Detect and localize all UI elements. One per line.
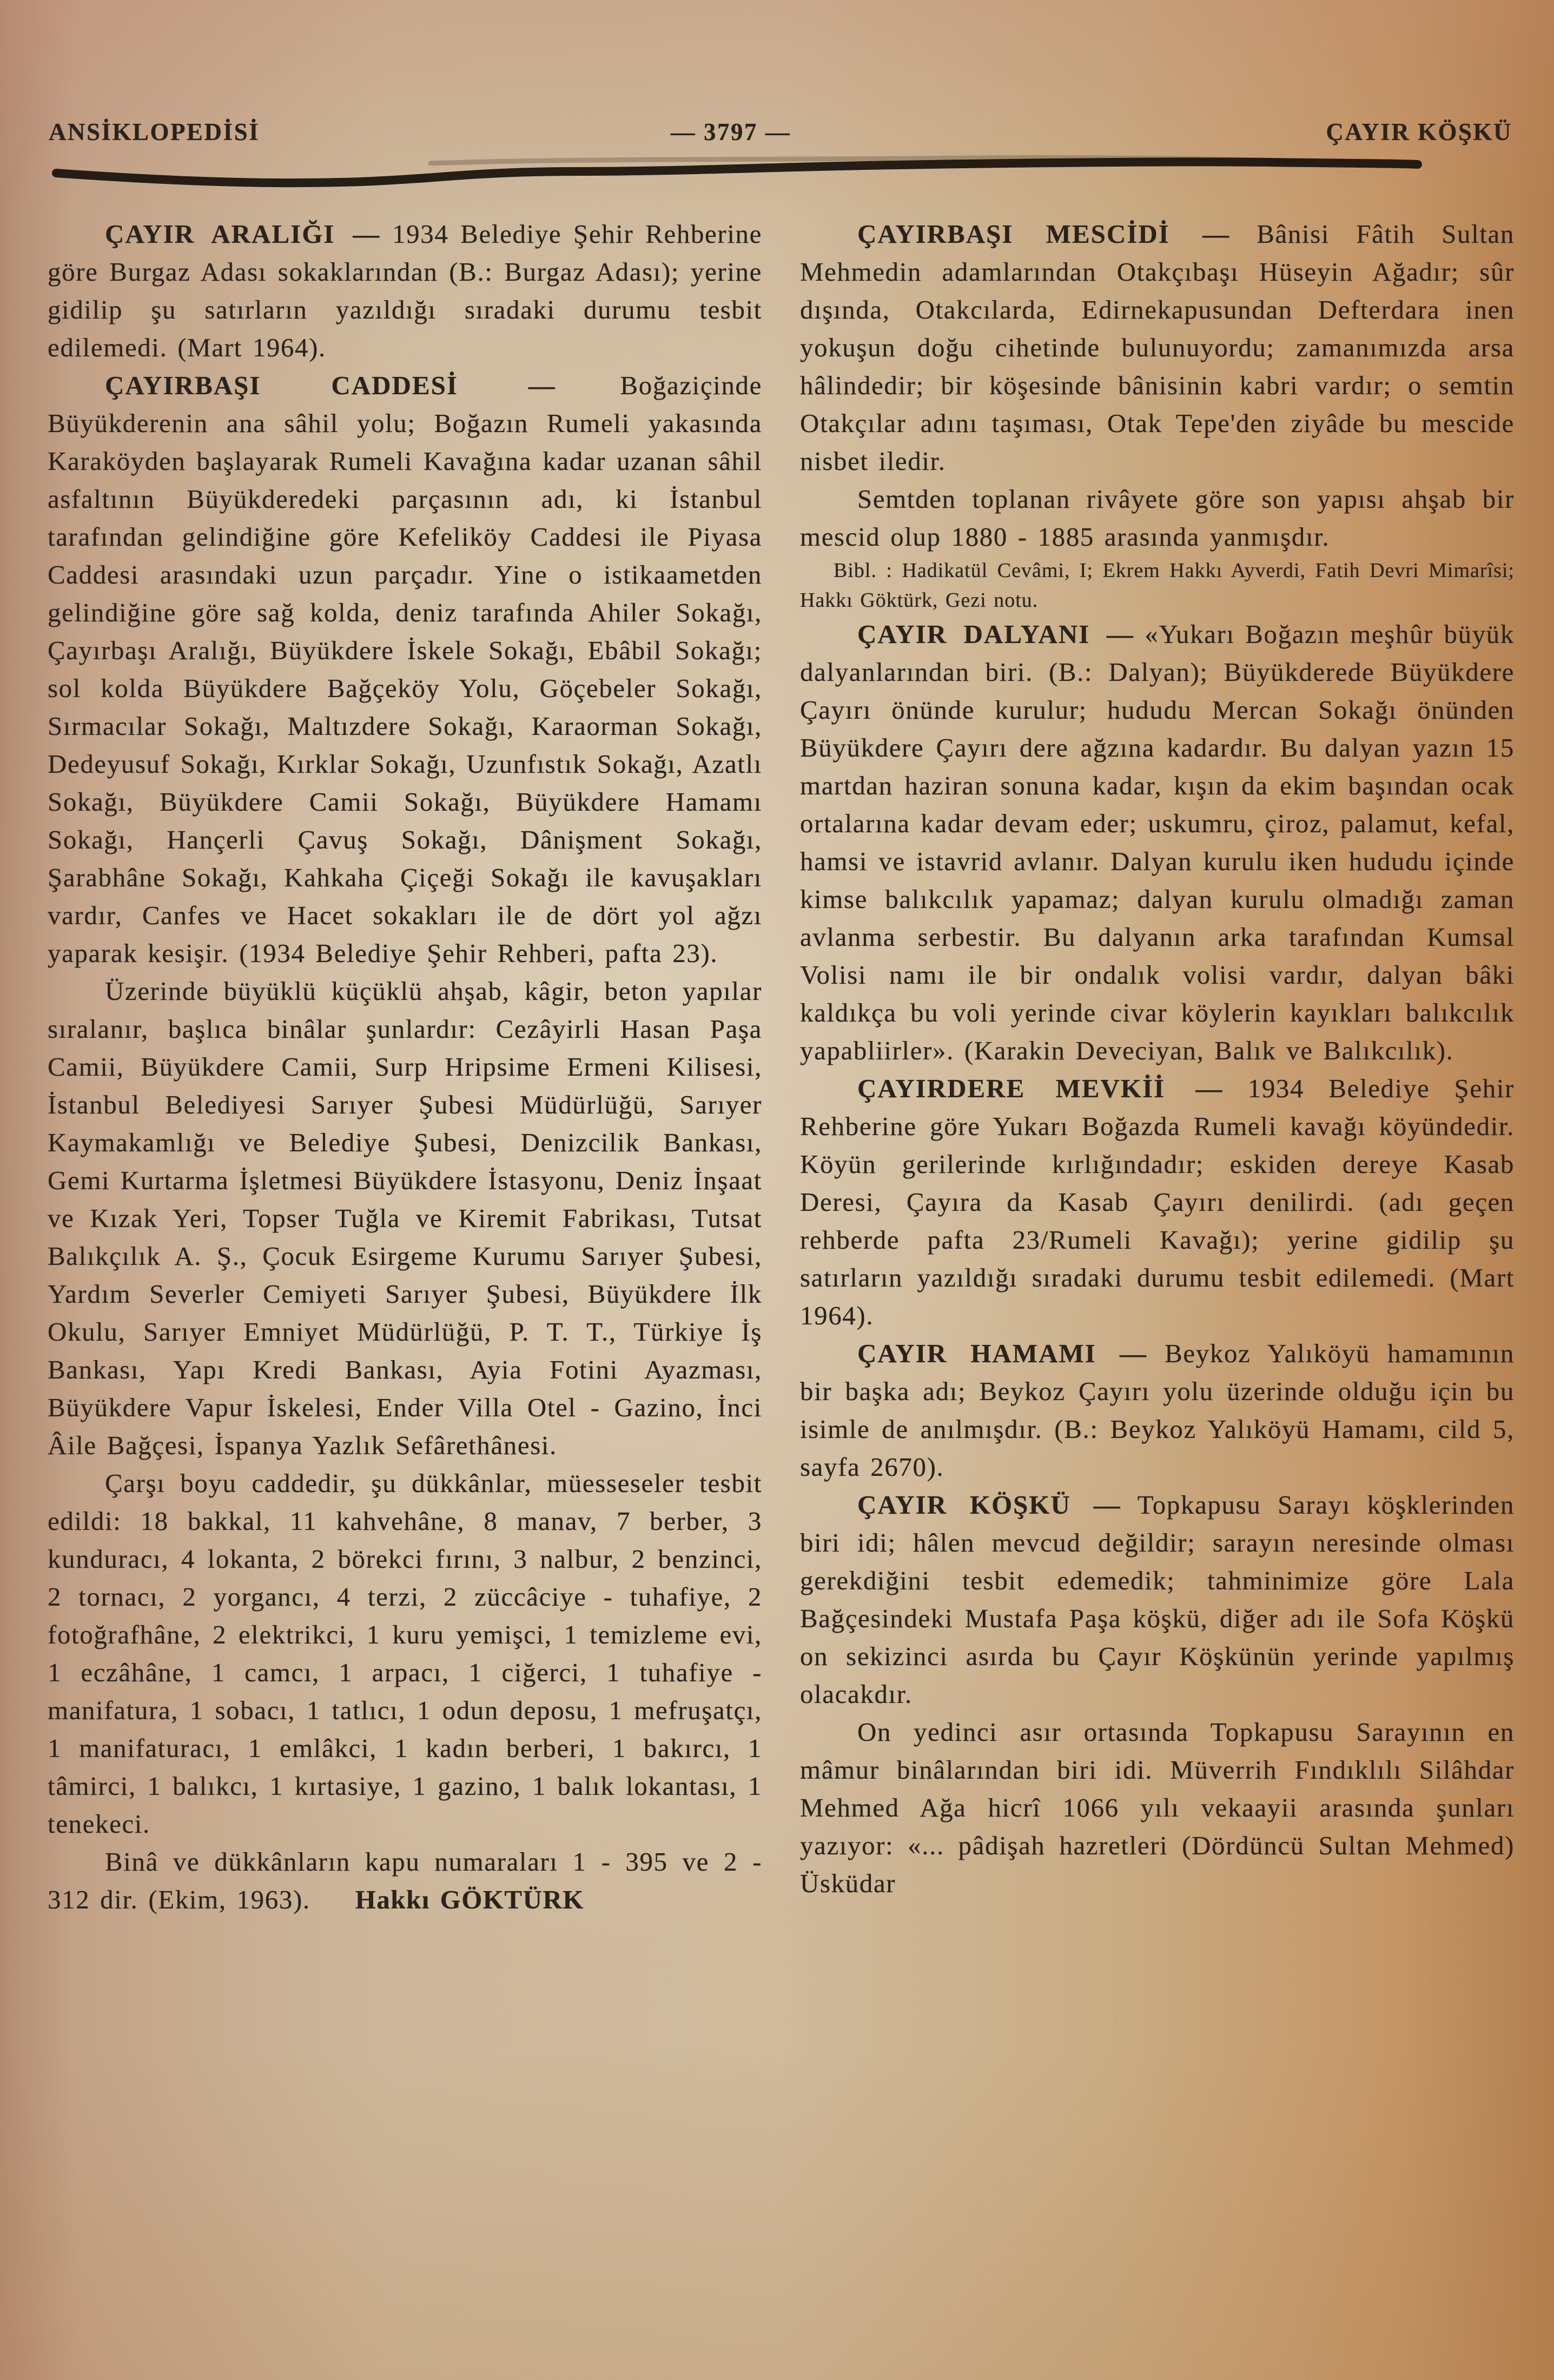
author-signature: Hakkı GÖKTÜRK [355,1885,584,1914]
encyclopedia-entry [800,1486,1515,1713]
entry-text: Binâ ve dükkânların kapu numaraları 1 - 395 ve 2 - 312 dir. (Ekim, 1963). [48,1847,762,1914]
entry-title: ÇAYIRDERE MEVKİİ — [857,1073,1224,1103]
running-head-entry: ÇAYIR KÖŞKÜ [1326,118,1512,145]
entry-title: ÇAYIR KÖŞKÜ — [857,1490,1121,1520]
body-paragraph [48,972,762,1464]
encyclopedia-entry [48,367,762,972]
entry-text: Bibl. : Hadikatül Cevâmi, I; Ekrem Hakkı Ayverdi, Fatih Devri Mimarîsi; Hakkı Göktürk, Gezi notu. [800,559,1515,612]
body-paragraph [800,480,1515,556]
publication-title: ANSİKLOPEDİSİ [49,118,260,145]
encyclopedia-entry [800,1335,1515,1486]
body-paragraph [48,1843,762,1919]
left-column [48,215,762,1919]
entry-title: ÇAYIR HAMAMI — [857,1338,1147,1368]
encyclopedia-entry [48,215,762,367]
entry-text: Boğaziçinde Büyükderenin ana sâhil yolu; Boğazın Rumeli yakasında Karaköyden başlayarak Rumeli Kavağına kadar uzanan sâhil asfaltının Büyükderedeki parçasının adı, ki İstanbul tarafından gelindiğine göre Kefeliköy Caddesi ile Piyasa Caddesi arasındaki uzun parçadır. Yine o istikaametden gelindiğine göre sağ kolda, deniz tarafında Ahiler Sokağı, Çayırbaşı Aralığı, Büyükdere İskele Sokağı, Ebâbil Sokağı; sol kolda Büyükdere Bağçeköy Yolu, Göçebeler Sokağı, Sırmacılar Sokağı, Maltızdere Sokağı, Karaorman Sokağı, Dedeyusuf Sokağı, Kırklar Sokağı, Uzunfıstık Sokağı, Azatlı Sokağı, Büyükdere Camii Sokağı, Büyükdere Hamamı Sokağı, Hançerli Çavuş Sokağı, Dânişment Sokağı, Şarabhâne Sokağı, Kahkaha Çiçeği Sokağı ile kavuşakları vardır, Canfes ve Hacet sokakları ile de dört yol ağzı yaparak kesişir. (1934 Belediye Şehir Rehberi, pafta 23). [48,370,762,968]
entry-text: Beykoz Yalıköyü hamamının bir başka adı; Beykoz Çayırı yolu üzerinde olduğu için bu isimle de anılmışdır. (B.: Beykoz Yalıköyü Hamamı, cild 5, sayfa 2670). [800,1338,1515,1482]
entry-title: ÇAYIRBAŞI CADDESİ — [105,370,556,400]
bibliography-note [800,556,1515,615]
text-columns [48,215,1515,1919]
entry-title: ÇAYIR DALYANI — [857,619,1134,649]
encyclopedia-entry [800,1070,1515,1335]
right-column [800,215,1515,1919]
page-number: — 3797 — [670,118,791,145]
body-paragraph [48,1464,762,1843]
running-head [49,118,1512,146]
entry-text: Bânisi Fâtih Sultan Mehmedin adamlarından Otakçıbaşı Hüseyin Ağadır; sûr dışında, Otakcılarda, Edirnekapusundan Defterdara inen yokuşun doğu cihetinde bulunuyordu; zamanımızda arsa hâlindedir; bir köşesinde bânisinin kabri vardır; o semtin Otakçılar adını taşıması, Otak Tepe'den ziyâde bu mescide nisbet iledir. [800,219,1515,476]
entry-text: Çarşı boyu caddedir, şu dükkânlar, müesseseler tesbit edildi: 18 bakkal, 11 kahvehâne, 8 manav, 7 berber, 3 kunduracı, 4 lokanta, 2 börekci fırını, 3 nalbur, 2 benzinci, 2 tornacı, 2 yorgancı, 4 terzi, 2 züccâciye - tuhafiye, 2 fotoğrafhâne, 2 elektrikci, 1 kuru yemişci, 1 temizleme evi, 1 eczâhâne, 1 camcı, 1 arpacı, 1 ciğerci, 1 tuhafiye - manifatura, 1 sobacı, 1 tatlıcı, 1 odun deposu, 1 mefruşatçı, 1 manifaturacı, 1 emlâkci, 1 kadın berberi, 1 bakırcı, 1 tâmirci, 1 balıkcı, 1 kırtasiye, 1 gazino, 1 balık lokantası, 1 tenekeci. [48,1468,762,1839]
entry-text: 1934 Belediye Şehir Rehberine göre Yukarı Boğazda Rumeli kavağı köyündedir. Köyün gerilerinde kırlığındadır; eskiden dereye Kasab Deresi, Çayıra da Kasab Çayırı denilirdi. (adı geçen rehberde pafta 23/Rumeli Kavağı); yerine gidilip şu satırların yazıldığı sıradaki durumu tesbit edilemedi. (Mart 1964). [800,1073,1515,1330]
entry-text: Topkapusu Sarayı köşklerinden biri idi; hâlen mevcud değildir; sarayın neresinde olması gerekdiğini tesbit edemedik; tahminimize göre Lala Bağçesindeki Mustafa Paşa köşkü, diğer adı ile Sofa Köşkü on sekizinci asırda bu Çayır Köşkünün yerinde yapılmış olacakdır. [800,1490,1515,1709]
encyclopedia-entry [800,615,1515,1070]
entry-text: Üzerinde büyüklü küçüklü ahşab, kâgir, beton yapılar sıralanır, başlıca binâlar şunlardır: Cezâyirli Hasan Paşa Camii, Büyükdere Camii, Surp Hripsime Ermeni Kilisesi, İstanbul Belediyesi Sarıyer Şubesi Müdürlüğü, Sarıyer Kaymakamlığı ve Belediye Şubesi, Denizcilik Bankası, Gemi Kurtarma İşletmesi Büyükdere İstasyonu, Deniz İnşaat ve Kızak Yeri, Topser Tuğla ve Kiremit Fabrikası, Tutsat Balıkçılık A. Ş., Çocuk Esirgeme Kurumu Sarıyer Şubesi, Yardım Severler Cemiyeti Sarıyer Şubesi, Büyükdere İlk Okulu, Sarıyer Emniyet Müdürlüğü, P. T. T., Türkiye İş Bankası, Yapı Kredi Bankası, Ayia Fotini Ayazması, Büyükdere Vapur İskelesi, Ender Villa Otel - Gazino, İnci Âile Bağçesi, İspanya Yazlık Sefârethânesi. [48,976,762,1460]
entry-text: «Yukarı Boğazın meşhûr büyük dalyanlarından biri. (B.: Dalyan); Büyükderede Büyükdere Çayırı önünde kurulur; hududu Mercan Sokağı önünden Büyükdere Çayırı dere ağzına kadardır. Bu dalyan yazın 15 martdan haziran sonuna kadar, kışın da ekim başından ocak ortalarına kadar devam eder; uskumru, çiroz, palamut, kefal, hamsi ve istavrid avlanır. Dalyan kurulu iken hududu içinde kimse balıkcılık yapamaz; dalyan kurulu olmadığı zaman avlanma serbestir. Bu dalyanın arka tarafından Kumsal Volisi namı ile bir ondalık volisi vardır, dalyan bâki kaldıkça bu voli yerinde civar köylerin kayıkları balıkcılık yapabliirler». (Karakin Deveciyan, Balık ve Balıkcılık). [800,619,1515,1065]
entry-text: Semtden toplanan rivâyete göre son yapısı ahşab bir mescid olup 1880 - 1885 arasında yanmışdır. [800,484,1515,552]
entry-text: On yedinci asır ortasında Topkapusu Sarayının en mâmur binâlarından biri idi. Müverrih Fındıklılı Silâhdar Mehmed Ağa hicrî 1066 yılı vekaayii arasında şunları yazıyor: «... pâdişah hazretleri (Dördüncü Sultan Mehmed) Üsküdar [800,1717,1515,1898]
entry-title: ÇAYIR ARALIĞI — [105,219,381,249]
entry-text: 1934 Belediye Şehir Rehberine göre Burgaz Adası sokaklarından (B.: Burgaz Adası); yerine gidilip şu satırların yazıldığı sıradaki durumu tesbit edilemedi. (Mart 1964). [48,219,762,362]
entry-title: ÇAYIRBAŞI MESCİDİ — [857,219,1231,249]
encyclopedia-entry [800,215,1515,480]
body-paragraph [800,1713,1515,1902]
header-rule [52,155,1437,189]
